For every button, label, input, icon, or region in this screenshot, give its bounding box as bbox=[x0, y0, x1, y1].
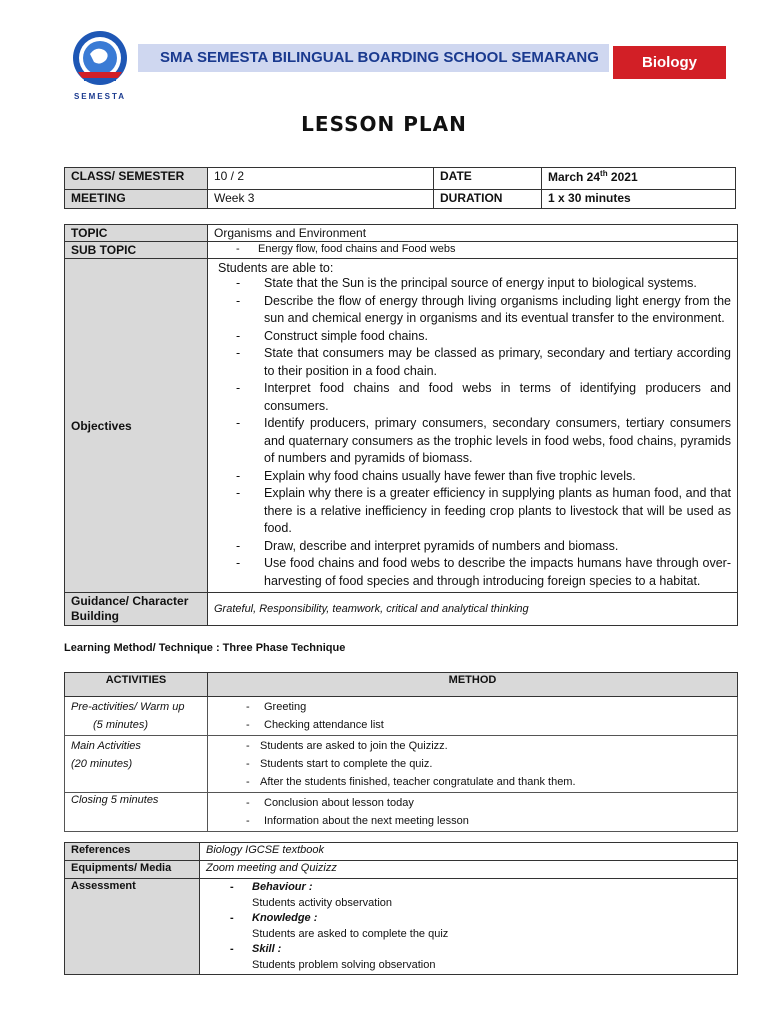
activity-method bbox=[208, 736, 738, 793]
class-label: CLASS/ SEMESTER bbox=[65, 168, 208, 190]
objective-item: - Construct simple food chains. bbox=[218, 328, 731, 346]
date-label: DATE bbox=[434, 168, 542, 190]
duration-value: 1 x 30 minutes bbox=[542, 190, 736, 209]
activities-header: ACTIVITIES bbox=[65, 673, 208, 697]
equipment-value: Zoom meeting and Quizizz bbox=[200, 861, 738, 879]
activity-name: Pre-activities/ Warm up (5 minutes) bbox=[65, 697, 208, 736]
method-item: - Students start to complete the quiz. bbox=[214, 755, 731, 773]
meeting-value: Week 3 bbox=[208, 190, 434, 209]
objectives-intro: Students are able to: bbox=[218, 261, 334, 275]
subtopic-value: - Energy flow, food chains and Food webs bbox=[208, 242, 738, 259]
objective-item: - Interpret food chains and food webs in terms of identifying producers and consumers. bbox=[218, 380, 731, 415]
activity-name: Closing 5 minutes bbox=[65, 793, 208, 832]
assessment-key: - Behaviour : bbox=[206, 880, 731, 896]
method-item: - Checking attendance list bbox=[214, 716, 731, 734]
page-title: LESSON PLAN bbox=[301, 112, 467, 136]
assessment-value: Students problem solving observation bbox=[252, 958, 436, 971]
subtopic-label: SUB TOPIC bbox=[65, 242, 208, 259]
guidance-value: Grateful, Responsibility, teamwork, critical and analytical thinking bbox=[208, 593, 738, 626]
duration-label: DURATION bbox=[434, 190, 542, 209]
school-name-banner: SMA SEMESTA BILINGUAL BOARDING SCHOOL SEMARANG bbox=[138, 44, 609, 72]
method-header: METHOD bbox=[208, 673, 738, 697]
logo-text: SEMESTA bbox=[73, 92, 127, 101]
date-value: March 24th 2021 bbox=[542, 168, 736, 190]
assessment-value: Students are asked to complete the quiz bbox=[252, 927, 449, 940]
activity-method bbox=[208, 697, 738, 736]
objective-item: - Identify producers, primary consumers, secondary consumers, tertiary consumers and quaternary consumers as the trophic levels in food webs, food chains, pyramids of numbers and pyramids of biomass. bbox=[218, 415, 731, 468]
objective-item: - State that consumers may be classed as primary, secondary and tertiary according to their position in a food chain. bbox=[218, 345, 731, 380]
assessment-cell bbox=[200, 879, 738, 975]
meeting-label: MEETING bbox=[65, 190, 208, 209]
guidance-label: Guidance/ Character Building bbox=[65, 593, 208, 626]
class-value: 10 / 2 bbox=[208, 168, 434, 190]
objectives-cell bbox=[208, 259, 738, 593]
references-value: Biology IGCSE textbook bbox=[200, 843, 738, 861]
objective-item: - Draw, describe and interpret pyramids of numbers and biomass. bbox=[218, 538, 731, 556]
activities-table bbox=[64, 672, 738, 832]
subject-badge: Biology bbox=[613, 46, 726, 79]
objectives-list bbox=[214, 275, 731, 590]
assessment-key: - Skill : bbox=[206, 942, 731, 958]
assessment-value: Students activity observation bbox=[252, 896, 393, 909]
objective-item: - Use food chains and food webs to describe the impacts humans have through over-harvesting of food species and through introducing foreign species to a habitat. bbox=[218, 555, 731, 590]
method-item: - Information about the next meeting lesson bbox=[214, 812, 731, 830]
topic-label: TOPIC bbox=[65, 225, 208, 242]
method-item: - Students are asked to join the Quizizz. bbox=[214, 737, 731, 755]
equipment-label: Equipments/ Media bbox=[65, 861, 200, 879]
assessment-key: - Knowledge : bbox=[206, 911, 731, 927]
objective-item: - Explain why food chains usually have fewer than five trophic levels. bbox=[218, 468, 731, 486]
method-item: - Greeting bbox=[214, 698, 731, 716]
topic-value: Organisms and Environment bbox=[208, 225, 738, 242]
info-table bbox=[64, 167, 736, 209]
method-item: - After the students finished, teacher congratulate and thank them. bbox=[214, 773, 731, 791]
topic-table bbox=[64, 224, 738, 626]
assessment-label: Assessment bbox=[65, 879, 200, 975]
references-label: References bbox=[65, 843, 200, 861]
activity-method bbox=[208, 793, 738, 832]
objective-item: - Describe the flow of energy through living organisms including light energy from the sun and chemical energy in organisms and its eventual transfer to the environment. bbox=[218, 293, 731, 328]
learning-method: Learning Method/ Technique : Three Phase Technique bbox=[64, 642, 346, 654]
method-item: - Conclusion about lesson today bbox=[214, 794, 731, 812]
objective-item: - State that the Sun is the principal source of energy input to biological systems. bbox=[218, 275, 731, 293]
references-table bbox=[64, 842, 738, 975]
objectives-label: Objectives bbox=[65, 259, 208, 593]
activity-name: Main Activities (20 minutes) bbox=[65, 736, 208, 793]
school-logo bbox=[68, 28, 132, 108]
objective-item: - Explain why there is a greater efficiency in supplying plants as human food, and that there is a relative inefficiency in feeding crop plants to livestock that will be used as food. bbox=[218, 485, 731, 538]
